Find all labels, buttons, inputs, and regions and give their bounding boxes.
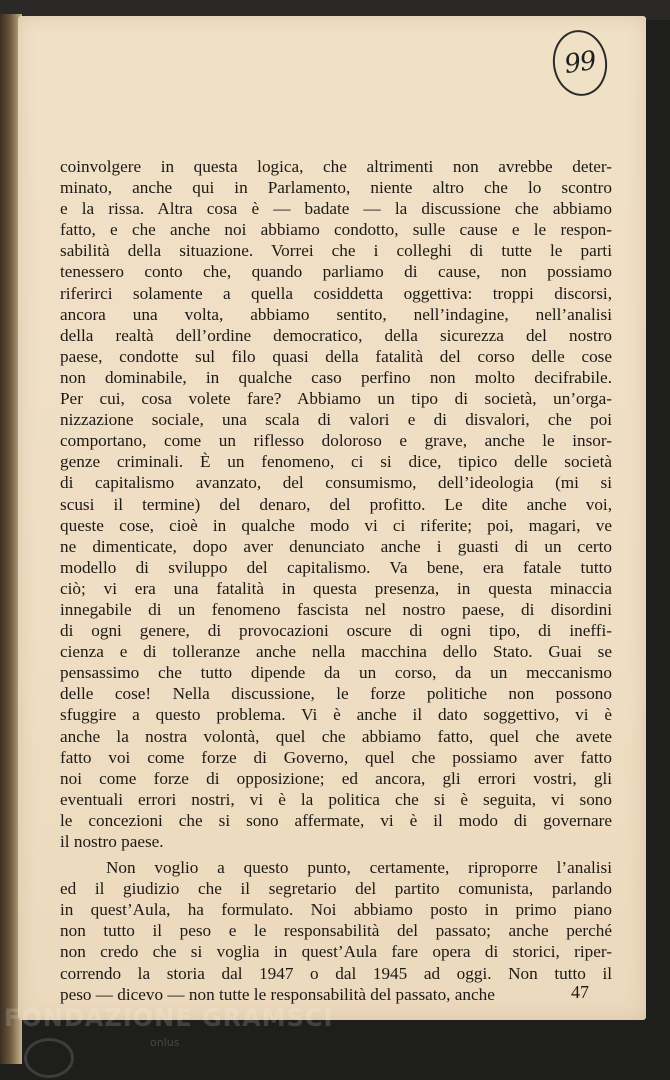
text-line: della realtà dell’ordine democratico, della sicurezza del nostro	[60, 325, 612, 345]
text-line: il nostro paese.	[60, 832, 164, 851]
text-line: Per cui, cosa volete fare? Abbiamo un tipo di società, un’orga-	[60, 389, 612, 409]
text-line: minato, anche qui in Parlamento, niente altro che lo scontro	[60, 178, 612, 198]
text-line: peso — dicevo — non tutte le responsabilità del passato, anche	[60, 984, 495, 1004]
text-line: non tutto il peso e le responsabilità del passato; anche perché	[60, 921, 612, 941]
paragraph	[60, 857, 612, 1005]
text-line: e la rissa. Altra cosa è — badate — la discussione che abbiamo	[60, 199, 612, 219]
text-line: nizzazione sociale, una scala di valori e di disvalori, che poi	[60, 410, 612, 430]
text-line: in quest’Aula, ha formulato. Noi abbiamo posto in primo piano	[60, 900, 612, 920]
text-line: di capitalismo avanzato, del consumismo, dell’ideologia (mi si	[60, 473, 612, 493]
body-text	[60, 156, 612, 1005]
text-line: coinvolgere in questa logica, che altrimenti non avrebbe deter-	[60, 157, 612, 176]
text-line: fatto, e che anche noi abbiamo condotto, sulle cause e le respon-	[60, 220, 612, 240]
text-line: noi come forze di opposizione; ed ancora, gli errori vostri, gli	[60, 768, 612, 788]
text-line: eventuali errori nostri, vi è la politica che si è seguita, vi sono	[60, 789, 612, 809]
text-line: riferirci solamente a quella cosiddetta oggettiva: troppi discorsi,	[60, 283, 612, 303]
text-line: tenessero conto che, quando parliamo di cause, non possiamo	[60, 262, 612, 282]
text-line: fatto voi come forze di Governo, quel che possiamo aver fatto	[60, 747, 612, 767]
text-line: non credo che si voglia in quest’Aula fare opera di storici, riper-	[60, 942, 612, 962]
text-line: comportano, come un riflesso doloroso e grave, anche le insor-	[60, 431, 612, 451]
watermark-suffix: onlus	[150, 1036, 180, 1049]
text-line: anche la nostra volontà, quel che abbiamo fatto, quel che avete	[60, 726, 612, 746]
text-line: cienza e di tolleranze anche nella macchina dello Stato. Guai se	[60, 642, 612, 662]
text-line: delle cose! Nella discussione, le forze politiche non possono	[60, 684, 612, 704]
text-line: genze criminali. È un fenomeno, ci si dice, tipico delle società	[60, 452, 612, 472]
text-line: paese, condotte sul filo quasi della fatalità del corso delle cose	[60, 346, 612, 366]
paragraph	[60, 156, 612, 852]
text-line: ancora una volta, abbiamo sentito, nell’indagine, nell’analisi	[60, 304, 612, 324]
text-line: non dominabile, in qualche caso perfino non molto decifrabile.	[60, 367, 612, 387]
text-line: ne dimenticate, dopo aver denunciato anche i guasti di un certo	[60, 536, 612, 556]
text-line: pensassimo che tutto dipende da un corso, da un meccanismo	[60, 663, 612, 683]
text-line: scusi il termine) del denaro, del profitto. Le dite anche voi,	[60, 494, 612, 514]
handwritten-page-mark: 99	[549, 27, 612, 100]
text-line: sfuggire a questo problema. Vi è anche il dato soggettivo, vi è	[60, 705, 612, 725]
text-line: Non voglio a questo punto, certamente, riproporre l’analisi	[106, 858, 612, 878]
text-line: modello di sviluppo del capitalismo. Va bene, era fatale tutto	[60, 557, 612, 577]
text-line: queste cose, cioè in qualche modo vi ci riferite; poi, magari, ve	[60, 515, 612, 535]
watermark-logo-icon	[24, 1038, 74, 1078]
text-line: sabilità della situazione. Vorrei che i colleghi di tutte le parti	[60, 241, 612, 261]
text-line: ciò; vi era una fatalità in questa presenza, in questa minaccia	[60, 578, 612, 598]
text-line: correndo la storia dal 1947 o dal 1945 ad oggi. Non tutto il	[60, 963, 612, 983]
text-line: innegabile di un fenomeno fascista nel nostro paese, di disordini	[60, 599, 612, 619]
text-line: ed il giudizio che il segretario del partito comunista, parlando	[60, 879, 612, 899]
text-line: le concezioni che si sono affermate, vi è il modo di governare	[60, 810, 612, 830]
text-line: di ogni genere, di provocazioni oscure di ogni tipo, di ineffi-	[60, 621, 612, 641]
watermark-text: FONDAZIONE GRAMSCI	[4, 1004, 334, 1032]
page-number: 47	[571, 982, 589, 1002]
